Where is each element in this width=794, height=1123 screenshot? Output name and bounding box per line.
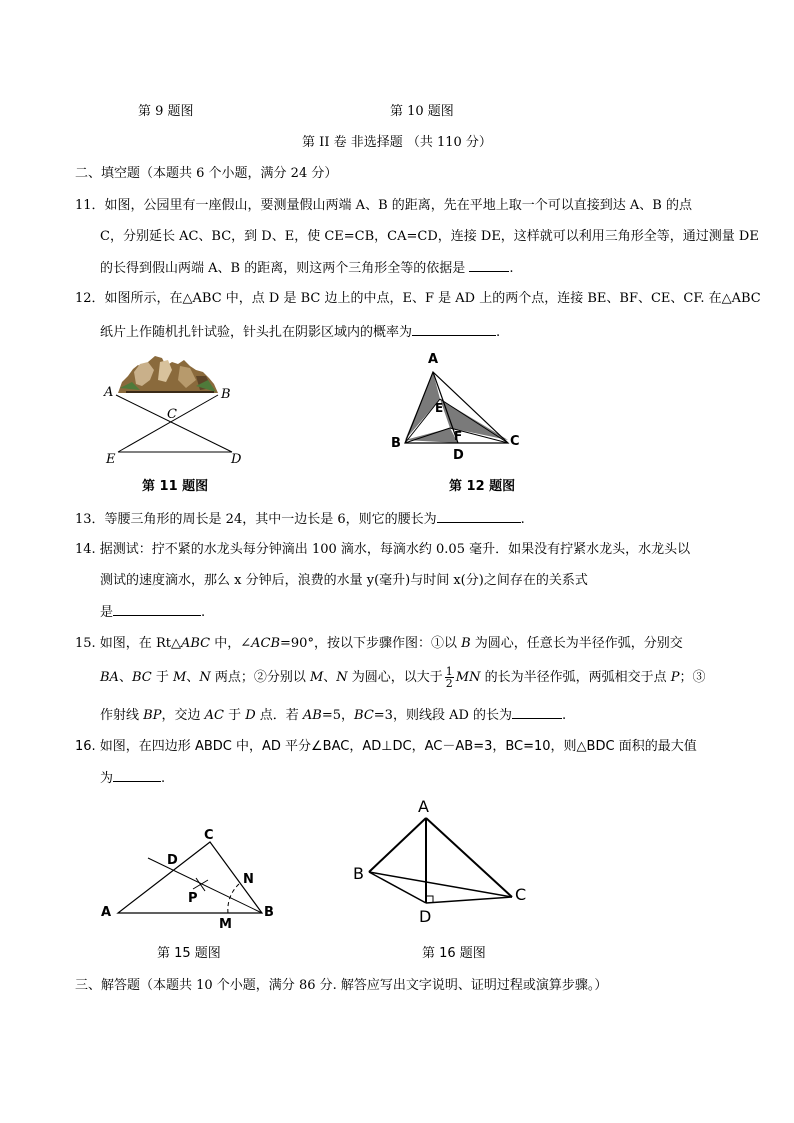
q14-line1: 14. 据测试：拧不紧的水龙头每分钟滴出 100 滴水，每滴水约 0.05 毫升．如果没有拧紧水龙头，水龙头以 (75, 542, 691, 557)
fig12-label-a: A (428, 352, 439, 367)
q15-text: 点．若 (255, 708, 303, 723)
fig15-label-a: A (101, 905, 112, 920)
q15-text: ACB (251, 636, 281, 651)
fig16-label-b: B (353, 864, 364, 883)
q15-text: =90°，按以下步骤作图：①以 (280, 636, 462, 651)
q16-line2-text: 为 (100, 771, 114, 786)
q15-text: M (172, 670, 187, 685)
q15-text: ABC (180, 636, 211, 651)
fig10-caption: 第 10 题图 (390, 104, 454, 119)
fig16-label-a: A (418, 797, 429, 816)
fig15-label-c: C (204, 828, 214, 843)
fig11-label-d: D (231, 452, 242, 467)
fig16-caption: 第 16 题图 (422, 946, 486, 961)
q15-text: ，交边 (161, 708, 205, 723)
q16-line1: 16. 如图，在四边形 ABDC 中，AD 平分∠BAC，AD⊥DC，AC－AB=3，BC=10，则△BDC 面积的最大值 (75, 739, 697, 754)
q15-text: 、 (186, 670, 200, 685)
fig16-seg-ac (426, 818, 512, 897)
q15-text: 、 (118, 670, 132, 685)
q13-text: 13．等腰三角形的周长是 24，其中一边长是 6，则它的腰长为 (75, 512, 437, 527)
fig15-label-p: P (188, 891, 198, 906)
q15-text: AC (204, 708, 224, 723)
fig11-label-c: C (167, 407, 177, 422)
period: . (161, 771, 166, 786)
fig11-label-b: B (221, 387, 231, 402)
q15-text: =3，则线段 AD 的长为 (373, 708, 513, 723)
q15-text: B (461, 636, 471, 651)
period: . (520, 512, 525, 527)
fig15-label-d: D (167, 853, 178, 868)
period: . (201, 605, 206, 620)
period: . (496, 325, 501, 340)
q15-text: 为圆心，以大于 (347, 670, 443, 685)
q15-text: D (245, 708, 256, 723)
q14-line3-text: 是 (100, 605, 114, 620)
frac-numerator: 1 (445, 665, 453, 678)
q15-text: BA (100, 670, 119, 685)
q15-text: 中，∠ (210, 636, 252, 651)
fig16-label-d: D (419, 907, 432, 926)
fig12-caption: 第 12 题图 (449, 479, 516, 494)
q11-line1: 11．如图，公园里有一座假山，要测量假山两端 A、B 的距离，先在平地上取一个可以直接到达 A、B 的点 (75, 198, 692, 213)
q15-text: 于 (151, 670, 173, 685)
q11-line2: C，分别延长 AC、BC，到 D、E，使 CE=CB，CA=CD，连接 DE，这样就可以利用三角形全等，通过测量 DE (100, 229, 759, 244)
q11-line3-text: 的长得到假山两端 A、B 的距离，则这两个三角形全等的依据是 (100, 261, 466, 276)
fig15-caption: 第 15 题图 (157, 946, 221, 961)
q15-text: BP (143, 708, 162, 723)
fig12-label-c: C (510, 434, 520, 449)
q12-line2-text: 纸片上作随机扎针试验，针头扎在阴影区域内的概率为 (100, 325, 413, 340)
q15-text: 两点；②分别以 (210, 670, 310, 685)
q15-text: 的长为半径作弧，两弧相交于点 (480, 670, 671, 685)
q15-text: MN (455, 670, 481, 685)
fig11-label-a: A (104, 385, 114, 400)
fig16-seg-dc (426, 897, 512, 903)
fig16-label-c: C (515, 885, 527, 904)
period: . (562, 708, 567, 723)
fig15-label-b: B (264, 905, 274, 920)
period: . (509, 261, 514, 276)
q15-text: 于 (223, 708, 246, 723)
fig11-label-e: E (106, 452, 116, 467)
fig9-caption: 第 9 题图 (138, 104, 194, 119)
q15-text: P (670, 670, 680, 685)
q15-text: N (199, 670, 211, 685)
q15-text: 为圆心，任意长为半径作弧，分别交 (470, 636, 683, 651)
fig16-seg-ab (369, 818, 426, 872)
q15-text: BC (354, 708, 374, 723)
section2-header: 第 II 卷 非选择题 （共 110 分） (302, 135, 492, 150)
fig15-label-n: N (243, 872, 254, 887)
q15-text: 15. 如图，在 Rt△ (75, 636, 181, 651)
q12-line1: 12．如图所示，在△ABC 中，点 D 是 BC 边上的中点，E、F 是 AD 上的两个点，连接 BE、BF、CE、CF. 在△ABC (75, 291, 761, 306)
part2-title: 二、填空题（本题共 6 个小题，满分 24 分） (75, 166, 338, 181)
fig12-label-e: E (435, 401, 444, 415)
fig12-label-d: D (453, 448, 464, 463)
q15-text: AB (302, 708, 322, 723)
fig11-caption: 第 11 题图 (142, 479, 209, 494)
q15-text: N (336, 670, 348, 685)
q15-text: M (309, 670, 324, 685)
q15-text: BC (131, 670, 152, 685)
frac-denominator: 2 (445, 677, 453, 690)
fig12-label-b: B (391, 436, 401, 451)
fig12-label-f: F (454, 429, 463, 443)
part3-title: 三、解答题（本题共 10 个小题，满分 86 分. 解答应写出文字说明、证明过程或演算步骤。） (75, 978, 608, 993)
q15-text: =5， (321, 708, 355, 723)
q15-text: 、 (323, 670, 337, 685)
fig15-label-m: M (219, 917, 232, 932)
q15-text: ；③ (679, 670, 706, 685)
q14-line2: 测试的速度滴水，那么 x 分钟后，浪费的水量 y(毫升)与时间 x(分)之间存在的关系式 (100, 573, 588, 588)
q15-text: 作射线 (100, 708, 144, 723)
